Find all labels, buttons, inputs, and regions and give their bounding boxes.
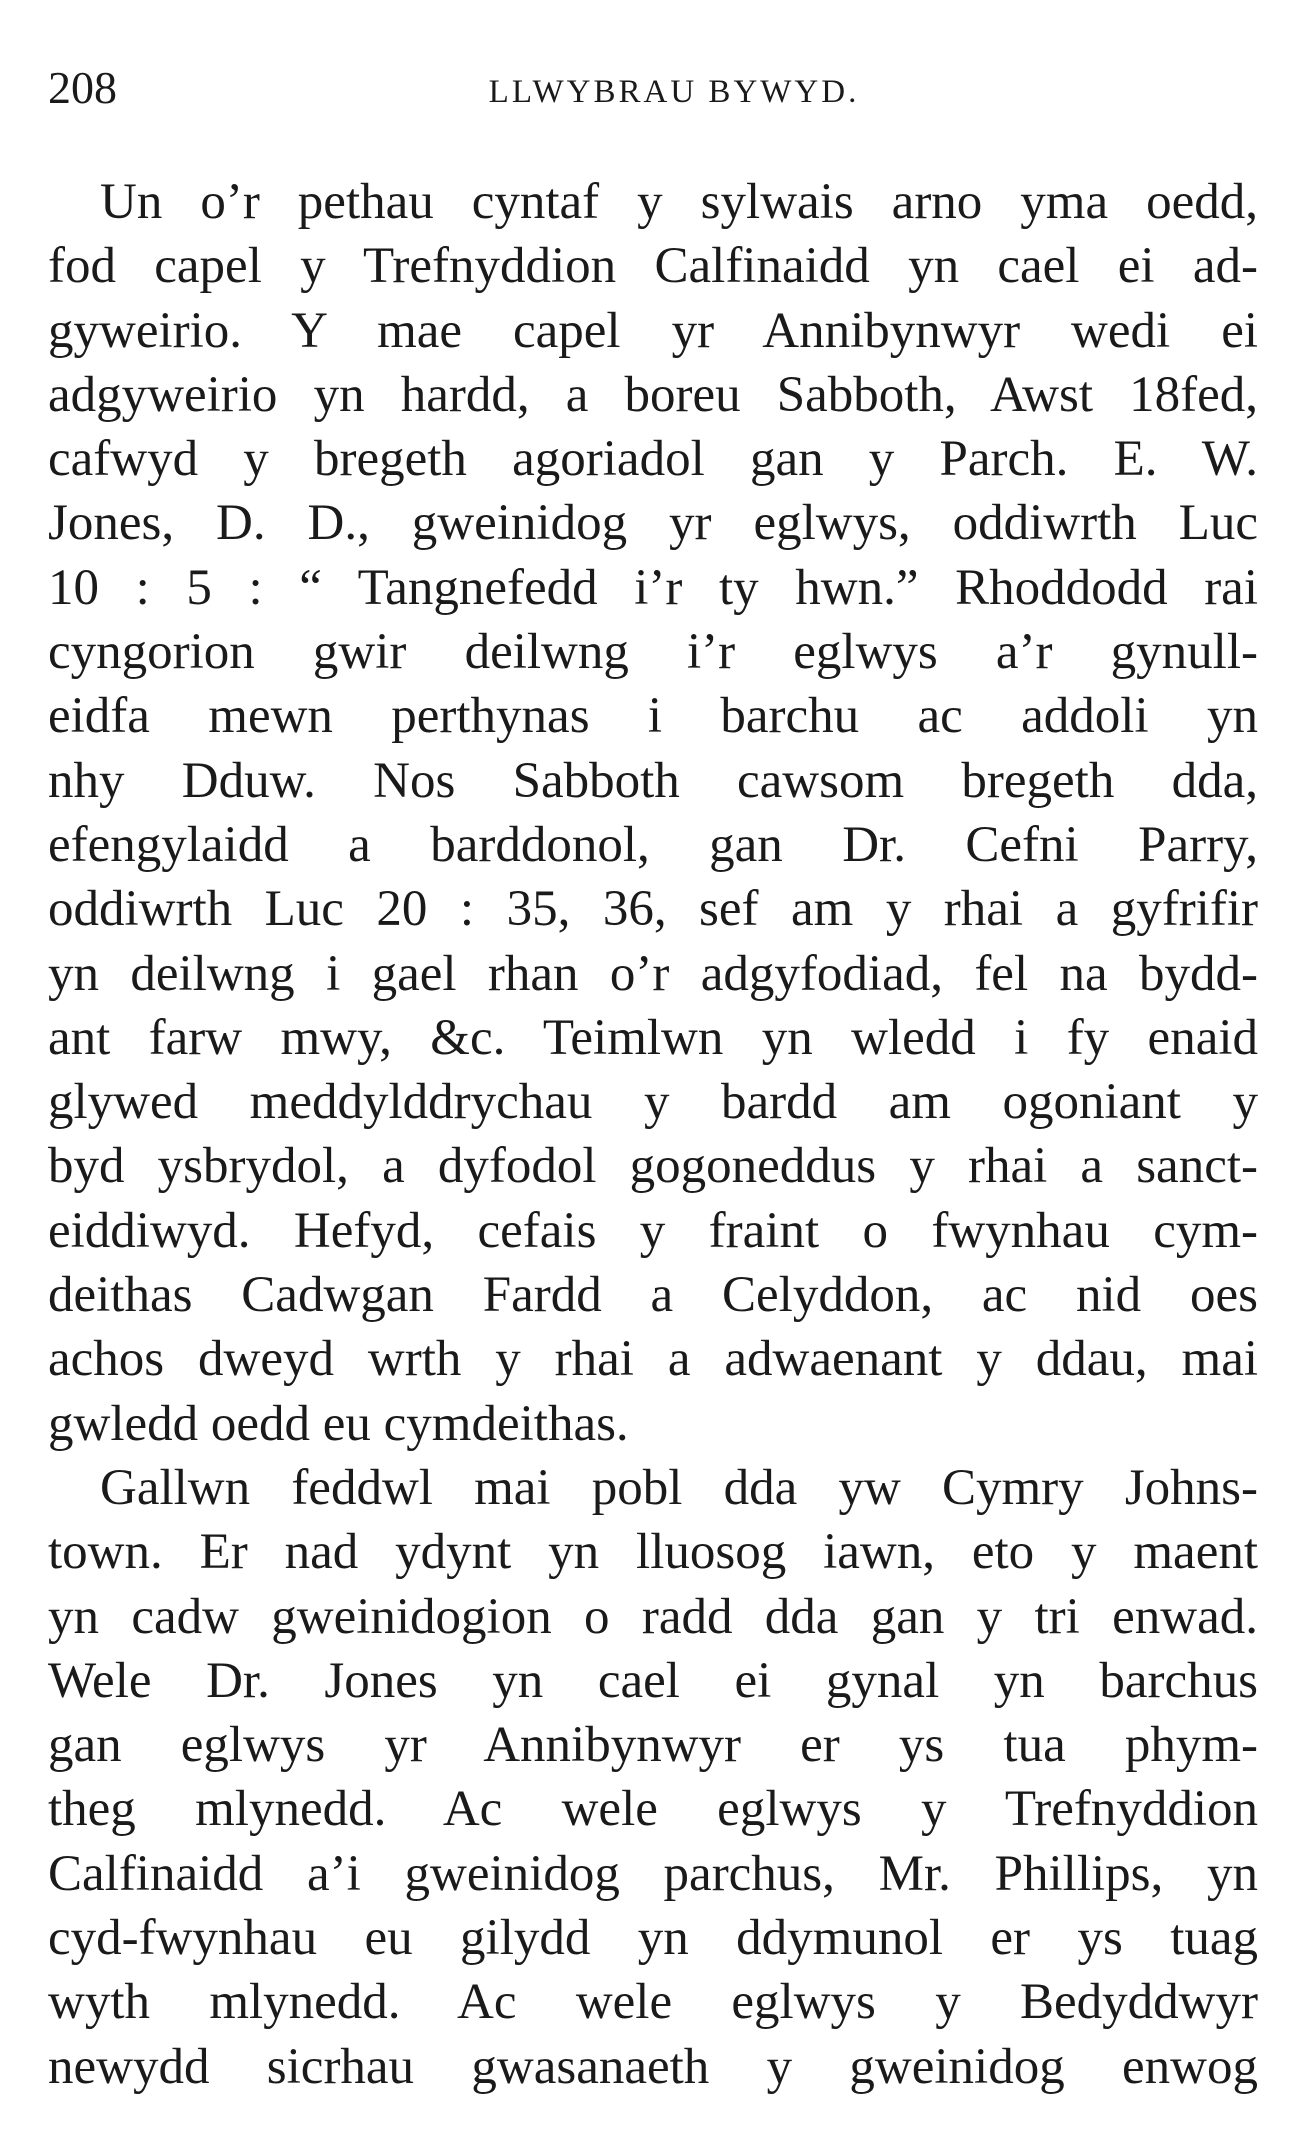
text-line: nhy Dduw. Nos Sabboth cawsom bregeth dda, bbox=[48, 752, 1258, 809]
page-number: 208 bbox=[48, 62, 117, 113]
text-line: gwledd oedd eu cymdeithas. bbox=[48, 1395, 629, 1452]
text-line: Calfinaidd a’i gweinidog parchus, Mr. Phillips, yn bbox=[48, 1845, 1258, 1902]
text-line: oddiwrth Luc 20 : 35, 36, sef am y rhai a gyfrifir bbox=[48, 881, 1258, 938]
page-header bbox=[48, 58, 1260, 118]
text-line: eidfa mewn perthynas i barchu ac addoli yn bbox=[48, 688, 1258, 745]
text-line: gyweirio. Y mae capel yr Annibynwyr wedi ei bbox=[48, 302, 1258, 359]
text-line: wyth mlynedd. Ac wele eglwys y Bedyddwyr bbox=[48, 1974, 1258, 2031]
paragraph-2 bbox=[48, 1456, 1258, 2099]
text-line: efengylaidd a barddonol, gan Dr. Cefni Parry, bbox=[48, 816, 1258, 873]
text-line: fod capel y Trefnyddion Calfinaidd yn cael ei ad- bbox=[48, 238, 1258, 295]
text-line: Wele Dr. Jones yn cael ei gynal yn barchus bbox=[48, 1652, 1258, 1709]
text-line: yn cadw gweinidogion o radd dda gan y tri enwad. bbox=[48, 1588, 1258, 1645]
text-line: cyd-fwynhau eu gilydd yn ddymunol er ys tuag bbox=[48, 1910, 1258, 1967]
text-line: Gallwn feddwl mai pobl dda yw Cymry Johns- bbox=[100, 1459, 1258, 1516]
text-line: deithas Cadwgan Fardd a Celyddon, ac nid oes bbox=[48, 1267, 1258, 1324]
text-line: glywed meddylddrychau y bardd am ogoniant y bbox=[48, 1074, 1258, 1131]
text-line: achos dweyd wrth y rhai a adwaenant y ddau, mai bbox=[48, 1331, 1258, 1388]
text-line: byd ysbrydol, a dyfodol gogoneddus y rhai a sanct- bbox=[48, 1138, 1258, 1195]
text-line: cyngorion gwir deilwng i’r eglwys a’r gynull- bbox=[48, 624, 1258, 681]
text-line: ant farw mwy, &c. Teimlwn yn wledd i fy enaid bbox=[48, 1009, 1258, 1066]
text-line: newydd sicrhau gwasanaeth y gweinidog enwog bbox=[48, 2038, 1258, 2095]
text-line: town. Er nad ydynt yn lluosog iawn, eto y maent bbox=[48, 1524, 1258, 1581]
text-line: Un o’r pethau cyntaf y sylwais arno yma oedd, bbox=[100, 174, 1258, 230]
text-line: yn deilwng i gael rhan o’r adgyfodiad, fel na bydd- bbox=[48, 945, 1258, 1002]
text-line: eiddiwyd. Hefyd, cefais y fraint o fwynhau cym- bbox=[48, 1202, 1258, 1259]
text-line: gan eglwys yr Annibynwyr er ys tua phym- bbox=[48, 1717, 1258, 1774]
text-line: 10 : 5 : “ Tangnefedd i’r ty hwn.” Rhoddodd rai bbox=[48, 559, 1258, 616]
text-line: adgyweirio yn hardd, a boreu Sabboth, Awst 18fed, bbox=[48, 366, 1258, 423]
running-title: LLWYBRAU BYWYD. bbox=[488, 74, 860, 110]
text-line: cafwyd y bregeth agoriadol gan y Parch. E. W. bbox=[48, 431, 1258, 488]
text-line: theg mlynedd. Ac wele eglwys y Trefnyddion bbox=[48, 1781, 1258, 1838]
body-text bbox=[48, 170, 1258, 2099]
text-line: Jones, D. D., gweinidog yr eglwys, oddiwrth Luc bbox=[48, 495, 1258, 552]
paragraph-1 bbox=[48, 170, 1258, 1456]
